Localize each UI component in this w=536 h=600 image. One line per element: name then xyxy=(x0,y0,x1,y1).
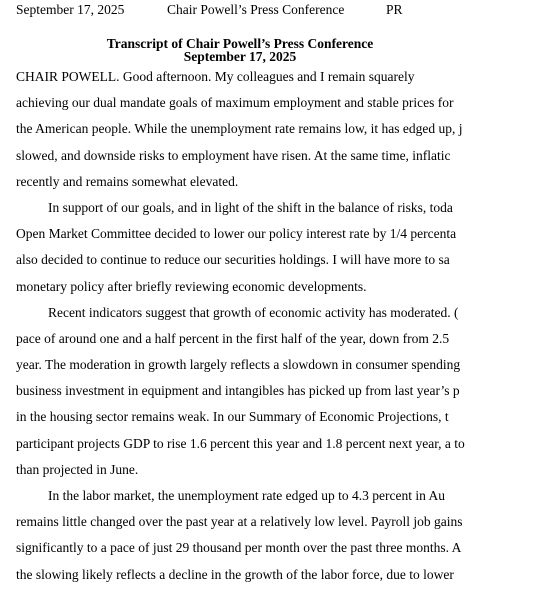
paragraph-start-line: Recent indicators suggest that growth of economic activity has moderated. ( xyxy=(48,304,459,320)
text-line: the slowing likely reflects a decline in the growth of the labor force, due to lower xyxy=(16,566,454,582)
header-date: September 17, 2025 xyxy=(16,2,125,17)
text-line: business investment in equipment and intangibles has picked up from last year’s p xyxy=(16,383,460,399)
text-line: achieving our dual mandate goals of maximum employment and stable prices for xyxy=(16,95,454,111)
paragraph-start-line: In the labor market, the unemployment rate edged up to 4.3 percent in Au xyxy=(48,488,446,503)
text-line: recently and remains somewhat elevated. xyxy=(16,173,239,189)
text-line: the American people. While the unemployment rate remains low, it has edged up, j xyxy=(16,121,463,137)
text-line: pace of around one and a half percent in the first half of the year, down from 2.5 xyxy=(16,330,450,346)
transcript-body xyxy=(16,64,536,588)
text-line: monetary policy after briefly reviewing economic developments. xyxy=(16,278,367,294)
text-line: also decided to continue to reduce our securities holdings. I will have more to sa xyxy=(16,252,450,268)
text-line: in the housing sector remains weak. In our Summary of Economic Projections, t xyxy=(16,409,449,425)
document-title-line: Transcript of Chair Powell’s Press Conference xyxy=(106,36,374,51)
text-line: remains little changed over the past year at a relatively low level. Payroll job gains xyxy=(16,514,463,530)
text-line: slowed, and downside risks to employment have risen. At the same time, inflatic xyxy=(16,147,451,163)
header-right-fragment: PR xyxy=(386,2,403,17)
text-line: participant projects GDP to rise 1.6 percent this year and 1.8 percent next year, a to xyxy=(16,435,465,451)
text-line: CHAIR POWELL. Good afternoon. My colleagues and I remain squarely xyxy=(16,69,415,84)
text-line: significantly to a pace of just 29 thousand per month over the past three months. A xyxy=(16,540,462,556)
text-line: than projected in June. xyxy=(16,461,139,477)
paragraph-start-line: In support of our goals, and in light of the shift in the balance of risks, toda xyxy=(48,199,453,215)
running-header xyxy=(0,2,403,20)
text-line: Open Market Committee decided to lower our policy interest rate by 1/4 percenta xyxy=(16,226,457,242)
document-date-line: September 17, 2025 xyxy=(183,49,297,64)
text-line: year. The moderation in growth largely reflects a slowdown in consumer spending xyxy=(16,357,461,373)
header-title: Chair Powell’s Press Conference xyxy=(167,2,345,17)
document-title xyxy=(0,37,480,63)
